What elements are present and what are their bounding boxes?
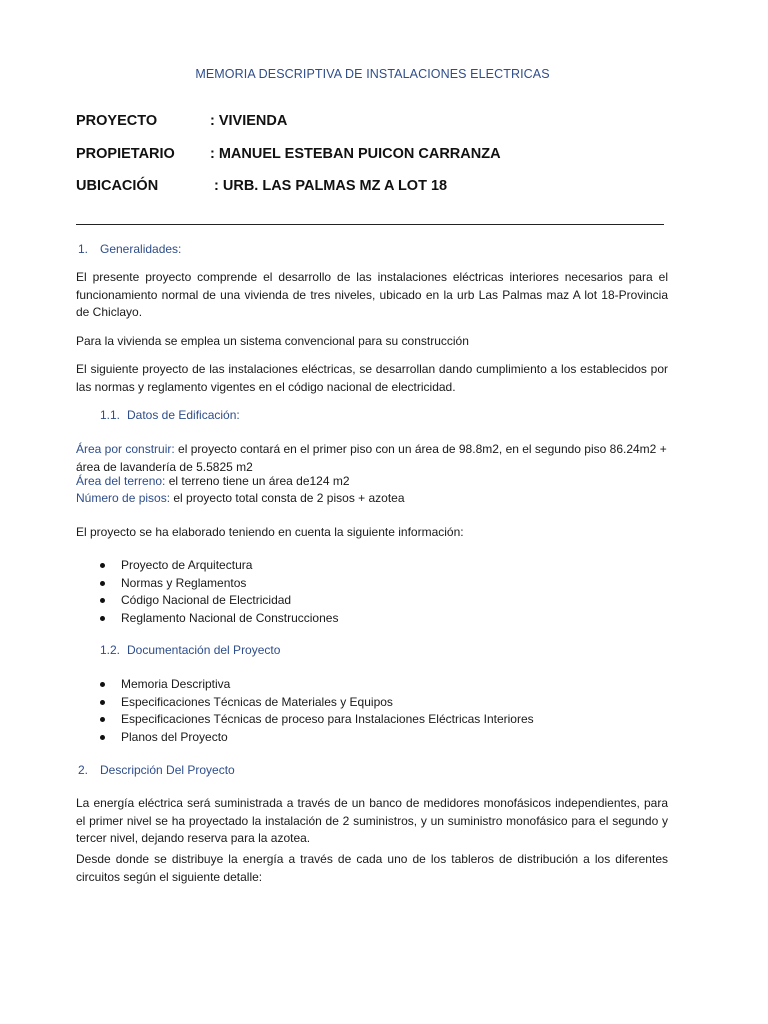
bullet-icon [100, 700, 105, 705]
section-2-paragraph-2: Desde donde se distribuye la energía a través de cada uno de los tableros de distribución a los diferentes circuitos según el siguiente detalle: [76, 852, 668, 884]
section-1-paragraph-1: El presente proyecto comprende el desarrollo de las instalaciones eléctricas interiores necesarios para el funcionamiento normal de una vivienda de tres niveles, ubicado en la urb Las Palmas maz A lot 18-Provincia de Chiclayo. [76, 270, 668, 319]
list-item-text: Especificaciones Técnicas de proceso para Instalaciones Eléctricas Interiores [121, 712, 534, 726]
list-item-text: Proyecto de Arquitectura [121, 558, 253, 572]
info-list [76, 557, 338, 627]
section-1-1-heading [100, 408, 240, 422]
list-item [76, 575, 338, 593]
numero-pisos-label: Número de pisos: [76, 491, 171, 505]
section-1-number: 1. [78, 242, 89, 256]
field-proyecto-label: PROYECTO [76, 113, 158, 129]
field-propietario-label: PROPIETARIO [76, 146, 175, 162]
numero-pisos-line [76, 490, 668, 508]
section-1-2-heading [100, 643, 280, 657]
list-item-text: Código Nacional de Electricidad [121, 593, 292, 607]
list-item [76, 557, 338, 575]
bullet-icon [100, 563, 105, 568]
field-propietario-value: : MANUEL ESTEBAN PUICON CARRANZA [210, 146, 501, 162]
list-item-text: Especificaciones Técnicas de Materiales y Equipos [121, 694, 393, 709]
field-proyecto-value: : VIVIENDA [210, 113, 288, 129]
area-terreno-text: el terreno tiene un área de124 m2 [165, 474, 350, 488]
list-item [76, 610, 338, 628]
section-1-paragraph-3: El siguiente proyecto de las instalaciones eléctricas, se desarrollan dando cumplimiento a los establecidos por las normas y reglamento vigentes en el código nacional de electricidad. [76, 362, 668, 394]
list-item-text: Normas y Reglamentos [121, 575, 247, 590]
bullet-icon [100, 735, 105, 740]
bullet-icon [100, 581, 105, 586]
list-item [76, 711, 534, 729]
list-item-text: Planos del Proyecto [121, 729, 228, 744]
bullet-icon [100, 616, 105, 621]
document-title: MEMORIA DESCRIPTIVA DE INSTALACIONES ELECTRICAS [195, 67, 550, 81]
field-ubicacion [76, 178, 447, 194]
area-construir-label: Área por construir: [76, 442, 175, 456]
section-1-1-intro: El proyecto se ha elaborado teniendo en cuenta la siguiente información: [76, 525, 464, 539]
bullet-icon [100, 598, 105, 603]
bullet-icon [100, 682, 105, 687]
list-item [76, 592, 338, 610]
list-item-text: Memoria Descriptiva [121, 677, 231, 691]
field-ubicacion-label: UBICACIÓN [76, 178, 159, 194]
section-1-1-number: 1.1. [100, 408, 121, 422]
numero-pisos-text: el proyecto total consta de 2 pisos + azotea [170, 491, 405, 505]
documentation-list [76, 676, 534, 746]
list-item-text: Reglamento Nacional de Construcciones [121, 610, 339, 625]
section-2-heading [78, 763, 235, 777]
section-1-1-title: Datos de Edificación: [127, 408, 240, 422]
section-2-title: Descripción Del Proyecto [100, 763, 235, 777]
section-1-paragraph-2: Para la vivienda se emplea un sistema convencional para su construcción [76, 334, 469, 348]
area-construir-line [76, 441, 668, 476]
section-2-paragraph-1: La energía eléctrica será suministrada a través de un banco de medidores monofásicos independientes, para el primer nivel se ha proyectado la instalación de 2 suministros, y un suministro monofásico para el segundo y tercer nivel, dejando reserva para la azotea. [76, 796, 668, 845]
list-item [76, 676, 534, 694]
list-item [76, 694, 534, 712]
area-construir-text: el proyecto contará en el primer piso con un área de 98.8m2, en el segundo piso 86.24m2 + área de lavandería de 5.5825 m2 [76, 442, 667, 474]
area-terreno-label: Área del terreno: [76, 474, 166, 488]
section-1-title: Generalidades: [100, 242, 182, 256]
header-divider [76, 224, 664, 225]
section-2-number: 2. [78, 763, 89, 777]
section-1-2-number: 1.2. [100, 643, 121, 657]
section-1-2-title: Documentación del Proyecto [127, 643, 281, 657]
field-ubicacion-value: : URB. LAS PALMAS MZ A LOT 18 [210, 178, 448, 194]
field-propietario [76, 146, 501, 162]
field-proyecto [76, 113, 287, 129]
list-item [76, 729, 534, 747]
section-1-heading [78, 242, 181, 256]
bullet-icon [100, 717, 105, 722]
area-terreno-line [76, 473, 668, 491]
